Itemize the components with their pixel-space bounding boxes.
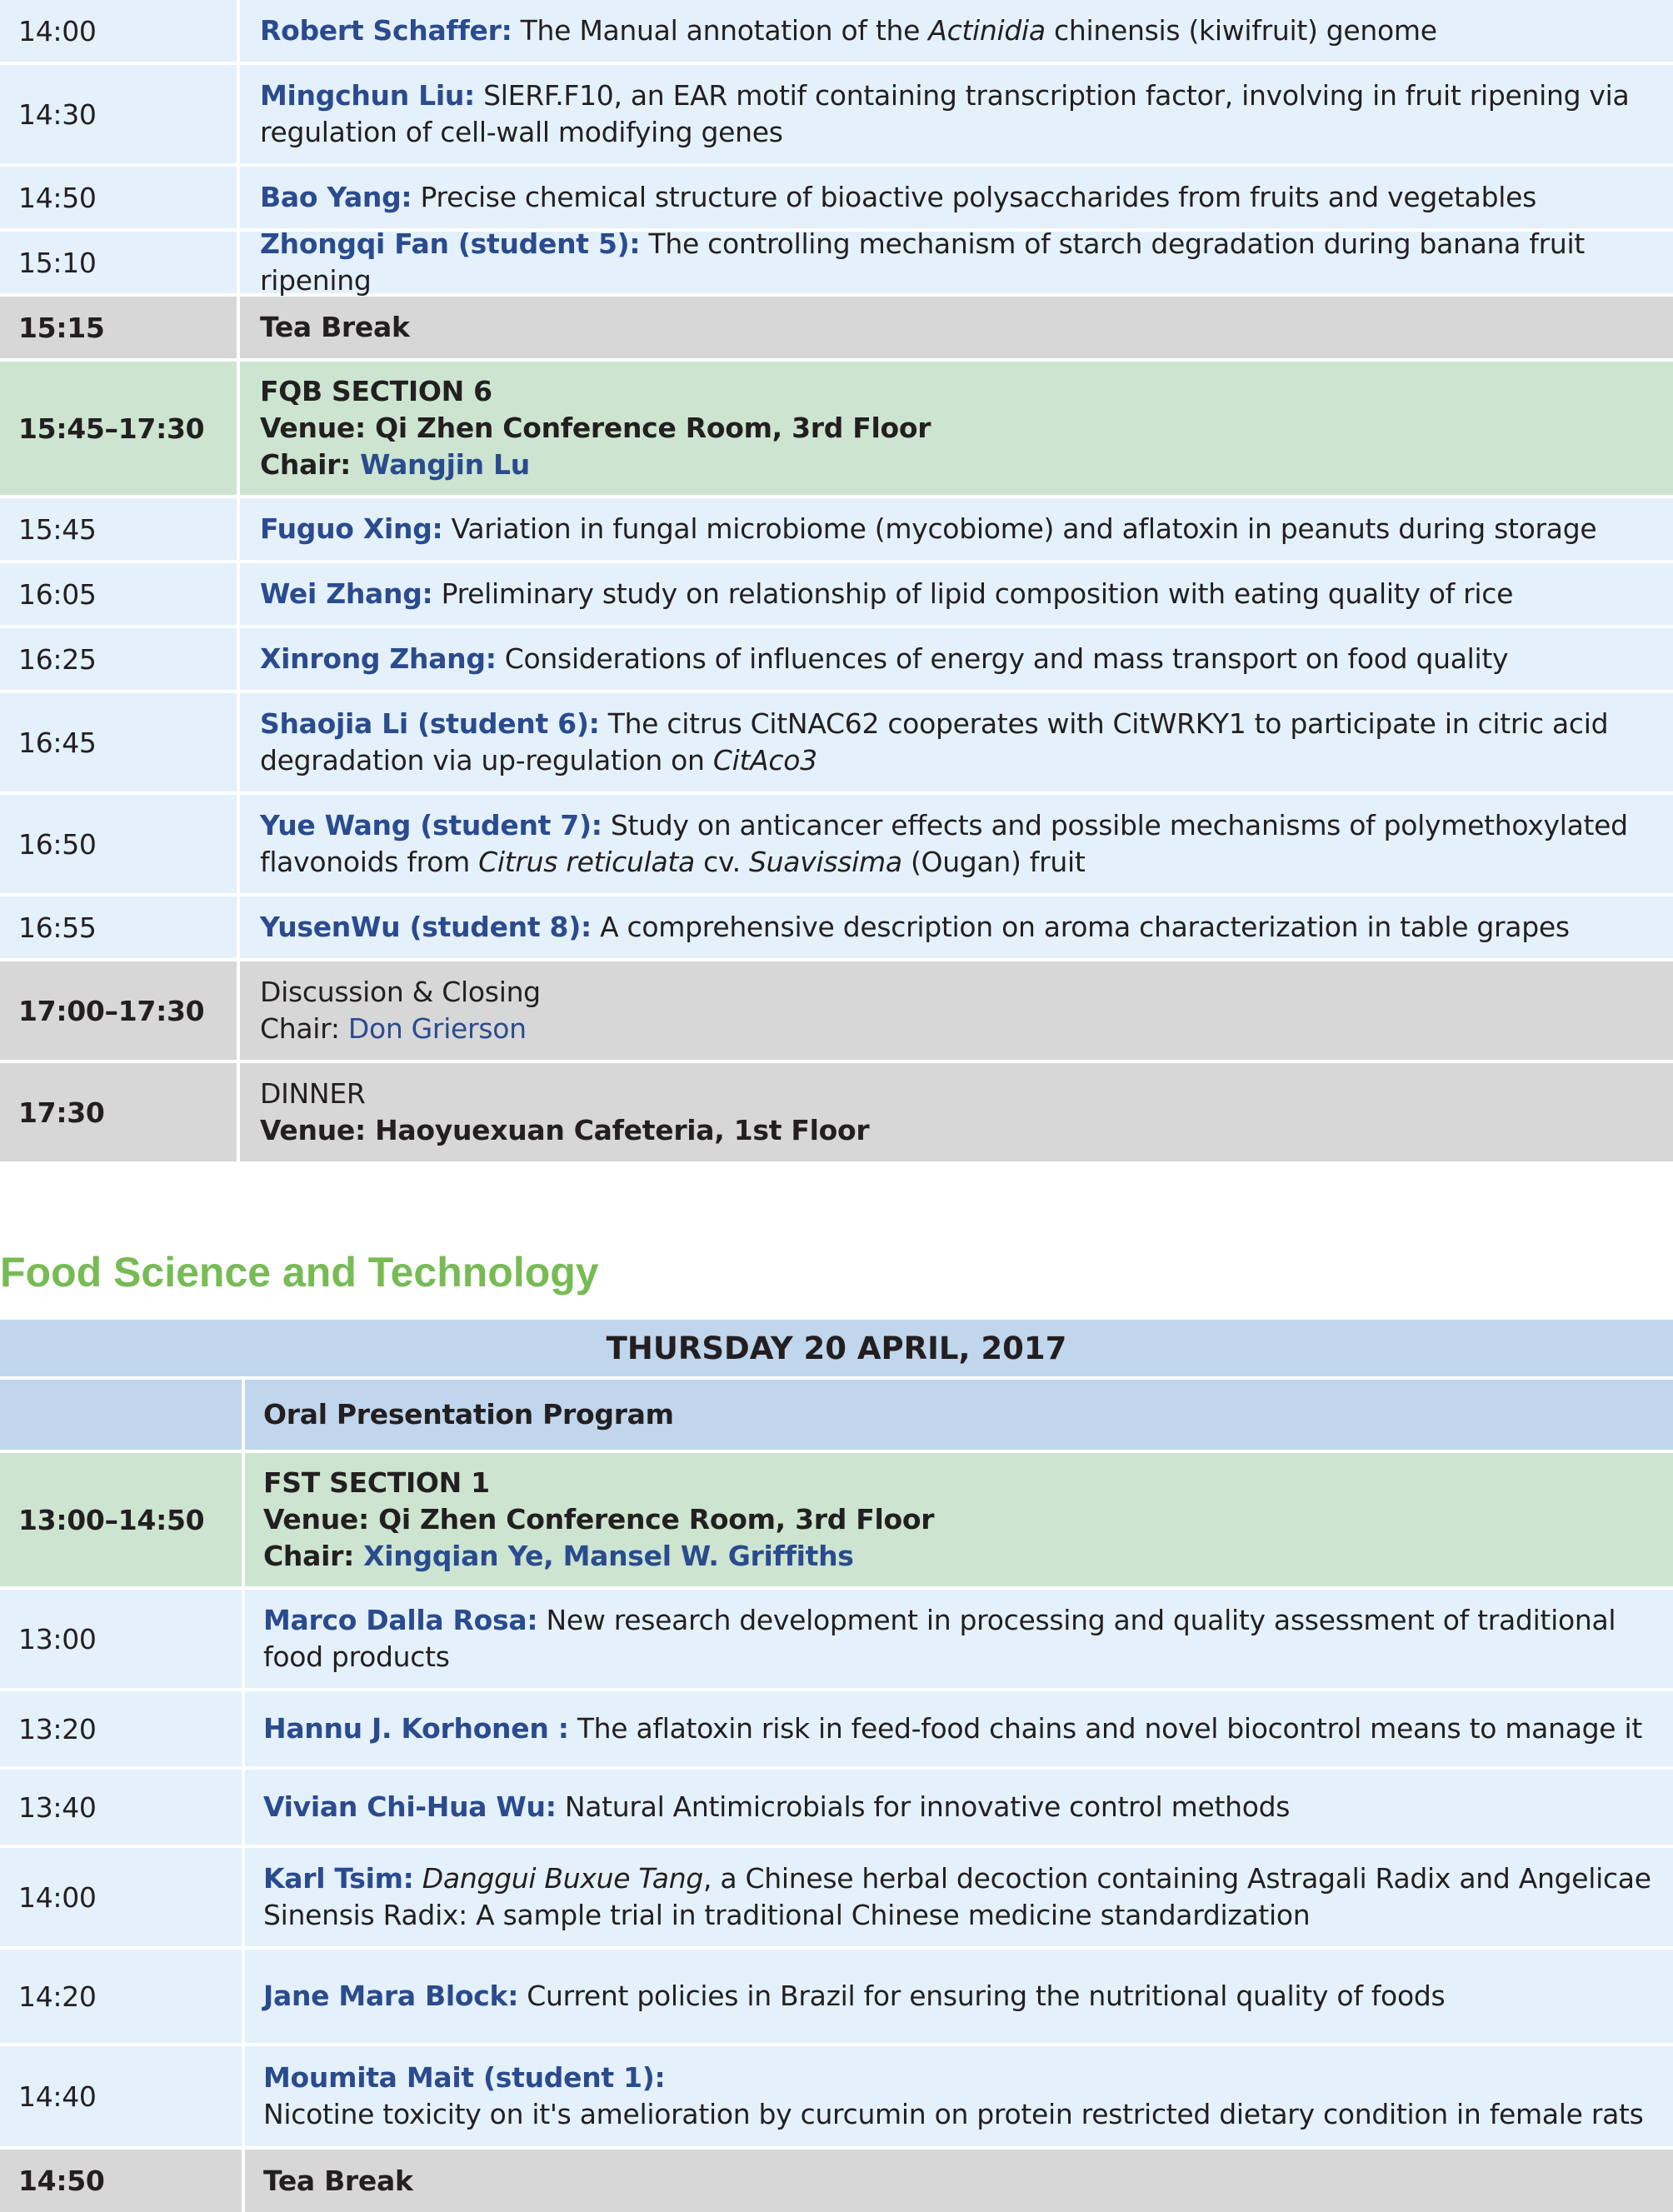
talk-text xyxy=(263,2060,1661,2133)
talk-text xyxy=(260,511,1661,547)
speaker-name: Karl Tsim: xyxy=(263,1862,414,1895)
description-cell xyxy=(245,1453,1673,1586)
description-cell xyxy=(245,1770,1673,1845)
talk-row xyxy=(0,1691,1673,1766)
venue-line: Venue: Haoyuexuan Cafeteria, 1st Floor xyxy=(260,1114,870,1146)
time-cell: 14:20 xyxy=(0,1950,242,2043)
talk-row xyxy=(0,1950,1673,2043)
time-cell: 16:25 xyxy=(0,628,237,690)
talk-title: Natural Antimicrobials for innovative control methods xyxy=(556,1790,1291,1823)
speaker-name: Shaojia Li (student 6): xyxy=(260,707,600,740)
time-cell: 16:45 xyxy=(0,693,237,791)
talk-row xyxy=(0,65,1673,163)
talk-title: A comprehensive description on aroma characterization in table grapes xyxy=(591,911,1570,943)
talk-text xyxy=(263,1789,1661,1825)
talk-row xyxy=(0,498,1673,560)
program-header-label-cell xyxy=(245,1380,1673,1450)
talk-row xyxy=(0,1770,1673,1845)
speaker-name: YusenWu (student 8): xyxy=(260,911,592,943)
time-cell: 14:00 xyxy=(0,0,237,62)
session-row xyxy=(0,1453,1673,1586)
chair-label: Chair: xyxy=(260,1012,348,1045)
speaker-name: Vivian Chi-Hua Wu: xyxy=(263,1790,557,1823)
speaker-name: Fuguo Xing: xyxy=(260,512,443,545)
talk-title: Nicotine toxicity on it's amelioration by curcumin on protein restricted dietary condition in female rats xyxy=(263,2098,1644,2130)
talk-text xyxy=(260,226,1661,299)
time-cell: 13:00 xyxy=(0,1590,242,1688)
speaker-name: Zhongqi Fan (student 5): xyxy=(260,227,641,260)
talk-row xyxy=(0,227,1673,297)
talk-text xyxy=(260,641,1661,677)
time-cell: 13:40 xyxy=(0,1770,242,1845)
speaker-name: Yue Wang (student 7): xyxy=(260,809,602,841)
talk-title: cv. xyxy=(694,846,750,878)
session-line: FQB SECTION 6 xyxy=(260,375,492,407)
talk-row xyxy=(0,1848,1673,1946)
description-cell xyxy=(245,2150,1673,2212)
time-cell: 14:50 xyxy=(0,167,237,228)
speaker-name: Moumita Mait (student 1): xyxy=(263,2061,666,2094)
time-cell: 16:50 xyxy=(0,795,237,893)
talk-title-italic: Actinidia xyxy=(928,14,1046,47)
speaker-name: Robert Schaffer: xyxy=(260,14,512,47)
time-cell: 15:45–17:30 xyxy=(0,362,237,495)
time-cell: 15:45 xyxy=(0,498,237,560)
time-cell: 16:05 xyxy=(0,563,237,625)
time-cell: 16:55 xyxy=(0,896,237,958)
section-title: Food Science and Technology xyxy=(0,1249,599,1296)
talk-text xyxy=(260,576,1661,612)
talk-title: Preliminary study on relationship of lipid composition with eating quality of rice xyxy=(432,577,1514,610)
time-cell: 14:50 xyxy=(0,2150,242,2212)
time-cell: 17:00–17:30 xyxy=(0,961,237,1060)
description-cell xyxy=(245,1848,1673,1946)
break-row xyxy=(0,297,1673,358)
time-cell: 13:00–14:50 xyxy=(0,1453,242,1586)
description-cell xyxy=(240,167,1673,228)
description-cell xyxy=(245,1950,1673,2043)
chair-line xyxy=(260,1011,1661,1047)
speaker-name: Bao Yang: xyxy=(260,181,412,213)
break-row xyxy=(0,2150,1673,2212)
program-header-time-cell xyxy=(0,1380,242,1450)
talk-title: Variation in fungal microbiome (mycobiome) and aflatoxin in peanuts during storage xyxy=(442,512,1597,545)
session-row xyxy=(0,362,1673,495)
talk-title: Current policies in Brazil for ensuring the nutritional quality of foods xyxy=(518,1980,1446,2012)
speaker-name: Xinrong Zhang: xyxy=(260,642,497,675)
chair-name: Xingqian Ye, Mansel W. Griffiths xyxy=(363,1540,854,1572)
talk-text xyxy=(260,909,1661,946)
talk-title-italic: Citrus reticulata xyxy=(478,846,695,878)
talk-text xyxy=(260,706,1661,779)
speaker-name: Jane Mara Block: xyxy=(263,1980,519,2012)
talk-title-italic: Danggui Buxue Tang xyxy=(422,1862,703,1895)
talk-title: SlERF.F10, an EAR motif containing transcription factor, involving in fruit ripening via regulation of cell-wall modifying genes xyxy=(260,79,1630,148)
time-cell: 15:15 xyxy=(0,297,237,358)
chair-name: Don Grierson xyxy=(347,1012,527,1045)
session-line: Venue: Qi Zhen Conference Room, 3rd Floor xyxy=(260,412,931,444)
description-cell xyxy=(240,896,1673,958)
talk-title: (Ougan) fruit xyxy=(901,846,1086,878)
talk-text xyxy=(260,807,1661,881)
talk-title: The controlling mechanism of starch degradation during banana fruit ripening xyxy=(260,227,1585,297)
description-cell xyxy=(240,693,1673,791)
talk-title: New research development in processing and quality assessment of traditional food products xyxy=(263,1604,1616,1673)
talk-title: Precise chemical structure of bioactive polysaccharides from fruits and vegetables xyxy=(412,181,1536,213)
description-cell xyxy=(240,498,1673,560)
session-line: FST SECTION 1 xyxy=(263,1466,490,1499)
talk-row xyxy=(0,693,1673,791)
talk-row xyxy=(0,167,1673,228)
talk-row xyxy=(0,1590,1673,1688)
program-header-row xyxy=(0,1380,1673,1450)
talk-title-italic: CitAco3 xyxy=(712,744,817,776)
talk-text xyxy=(263,1710,1661,1747)
talk-title: The citrus CitNAC62 cooperates with CitWRKY1 to participate in citric acid degradation via up-regulation on xyxy=(260,707,1609,776)
description-cell xyxy=(240,961,1673,1060)
time-cell: 17:30 xyxy=(0,1063,237,1161)
talk-title: chinensis (kiwifruit) genome xyxy=(1045,14,1437,47)
talk-title: The aflatoxin risk in feed-food chains and novel biocontrol means to manage it xyxy=(568,1712,1642,1745)
time-cell: 14:00 xyxy=(0,1848,242,1946)
description-cell xyxy=(245,2046,1673,2146)
time-cell: 15:10 xyxy=(0,232,237,293)
session-line: Discussion & Closing xyxy=(260,976,541,1008)
talk-row xyxy=(0,563,1673,625)
talk-text xyxy=(263,1860,1661,1934)
talk-text xyxy=(263,1978,1661,2015)
chair-label: Chair: xyxy=(260,448,361,481)
talk-row xyxy=(0,896,1673,958)
talk-text xyxy=(260,179,1661,216)
talk-title: Study on anticancer effects and possible mechanisms of polymethoxylated flavonoids from xyxy=(260,809,1628,878)
talk-title-italic: Suavissima xyxy=(749,846,902,878)
talk-text xyxy=(263,1602,1661,1675)
speaker-name: Marco Dalla Rosa: xyxy=(263,1604,538,1636)
talk-row xyxy=(0,2046,1673,2146)
description-cell xyxy=(240,795,1673,893)
speaker-name: Hannu J. Korhonen : xyxy=(263,1712,569,1745)
description-cell xyxy=(240,362,1673,495)
talk-title: The Manual annotation of the xyxy=(512,14,929,47)
talk-text xyxy=(260,12,1661,49)
chair-label: Chair: xyxy=(263,1540,364,1572)
speaker-name: Wei Zhang: xyxy=(260,577,433,610)
break-row xyxy=(0,1063,1673,1161)
chair-name: Wangjin Lu xyxy=(360,448,530,481)
break-label: Tea Break xyxy=(263,2164,413,2197)
talk-row xyxy=(0,795,1673,893)
speaker-name: Mingchun Liu: xyxy=(260,79,475,112)
description-cell xyxy=(240,297,1673,358)
description-cell xyxy=(240,563,1673,625)
break-label: Tea Break xyxy=(260,311,410,343)
session-line: DINNER xyxy=(260,1077,366,1110)
description-cell xyxy=(245,1590,1673,1688)
talk-row xyxy=(0,628,1673,690)
description-cell xyxy=(240,227,1673,297)
description-cell xyxy=(240,0,1673,62)
program-label: Oral Presentation Program xyxy=(263,1398,674,1431)
chair-line xyxy=(263,1538,1661,1575)
talk-row xyxy=(0,0,1673,62)
session-line: Venue: Qi Zhen Conference Room, 3rd Floor xyxy=(263,1503,935,1535)
description-cell xyxy=(240,628,1673,690)
day-header: THURSDAY 20 APRIL, 2017 xyxy=(0,1320,1673,1376)
description-cell xyxy=(240,1063,1673,1161)
break-row xyxy=(0,961,1673,1060)
talk-text xyxy=(260,77,1661,151)
description-cell xyxy=(245,1691,1673,1766)
talk-title: , a Chinese herbal decoction containing Astragali Radix and Angelicae Sinensis Radix: A sample trial in traditional Chinese medicine standardization xyxy=(263,1862,1651,1931)
time-cell: 14:30 xyxy=(0,65,237,163)
description-cell xyxy=(240,65,1673,163)
talk-title xyxy=(414,1862,422,1895)
chair-line xyxy=(260,447,1661,483)
time-cell: 14:40 xyxy=(0,2046,242,2146)
talk-title: Considerations of influences of energy and mass transport on food quality xyxy=(496,642,1509,675)
time-cell: 13:20 xyxy=(0,1691,242,1766)
